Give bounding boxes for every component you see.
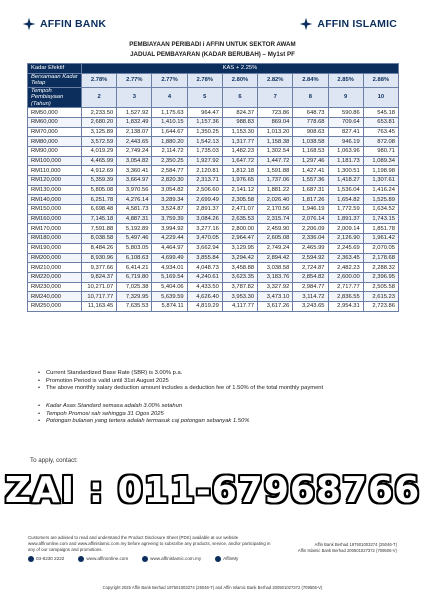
monthly-payment-cell: 1,307.61 [363, 176, 398, 186]
table-row [28, 185, 399, 195]
monthly-payment-cell: 6,108.63 [117, 253, 152, 263]
monthly-payment-cell: 827.41 [328, 127, 363, 137]
monthly-payment-cell: 1,644.67 [152, 127, 187, 137]
monthly-payment-cell: 3,054.82 [117, 156, 152, 166]
financing-amount-cell: RM180,000 [28, 234, 82, 244]
monthly-payment-cell: 6,719.80 [117, 272, 152, 282]
monthly-payment-cell: 2,443.65 [117, 137, 152, 147]
monthly-payment-cell: 908.63 [293, 127, 328, 137]
registration-line-2: Affin Islamic Bank Berhad 200501027372 (709506-V) [297, 548, 397, 553]
social-icon [215, 556, 221, 562]
document-title [0, 40, 425, 59]
financing-amount-cell: RM210,000 [28, 263, 82, 273]
financing-amount-cell: RM70,000 [28, 127, 82, 137]
table-row [28, 166, 399, 176]
apply-label: To apply, contact: [30, 457, 78, 464]
table-row [28, 156, 399, 166]
monthly-payment-cell: 2,749.24 [258, 243, 293, 253]
monthly-payment-cell: 1,880.20 [152, 137, 187, 147]
monthly-payment-cell: 2,465.99 [293, 243, 328, 253]
monthly-payment-cell: 4,240.61 [187, 272, 222, 282]
financing-amount-cell: RM100,000 [28, 156, 82, 166]
monthly-payment-cell: 4,048.73 [187, 263, 222, 273]
monthly-payment-cell: 2,363.45 [328, 253, 363, 263]
monthly-payment-cell: 6,251.78 [82, 195, 117, 205]
note-item: • Current Standardized Base Rate (SBR) is 3.00% p.a. [38, 370, 323, 378]
monthly-payment-cell: 1,013.20 [258, 127, 293, 137]
monthly-payment-cell: 4,464.97 [152, 243, 187, 253]
note-item: • The above monthly salary deduction amount includes a deduction fee of 1.50% of the total monthly payment [38, 385, 323, 393]
affin-islamic-logo [299, 17, 397, 31]
title-line-1: PEMBIAYAAN PERIBADI i AFFIN UNTUK SEKTOR AWAM [129, 41, 296, 48]
monthly-payment-cell: 1,063.96 [328, 146, 363, 156]
table-row [28, 137, 399, 147]
notes-malay [38, 403, 249, 426]
footer-social[interactable] [215, 556, 238, 562]
monthly-payment-cell: 7,145.18 [82, 214, 117, 224]
globe-icon [78, 556, 84, 562]
footer-web-2[interactable] [142, 556, 201, 562]
affin-bank-logo-text: AFFIN BANK [40, 18, 107, 30]
monthly-payment-cell: 3,572.59 [82, 137, 117, 147]
monthly-payment-cell: 824.37 [222, 108, 257, 118]
rate-cell: 2.84% [293, 73, 328, 87]
table-row [28, 253, 399, 263]
note-item: • Potongan bulanan yang tertera adalah termasuk caj potongan sebanyak 1.50% [38, 418, 249, 426]
footer-social-text: AffinMy [223, 556, 239, 562]
monthly-payment-cell: 1,157.36 [187, 117, 222, 127]
monthly-payment-cell: 1,427.41 [293, 166, 328, 176]
header-tenure-label: Tempoh Pembiayaan (Tahun) [28, 87, 82, 108]
footer-phone-text: 03-8230 2222 [36, 556, 65, 562]
monthly-payment-cell: 1,881.22 [258, 185, 293, 195]
monthly-payment-cell: 3,458.88 [222, 263, 257, 273]
disclaimer-text: Customers are advised to read and understand the Product Disclosure Sheet (PDS) available at our website www.affinonline.com and www.affinislamic.com.my before agreeing to subscribe any products, service, and/or participating in any of our campaigns and promotions. [28, 535, 271, 552]
monthly-payment-cell: 3,662.94 [187, 243, 222, 253]
financing-amount-cell: RM110,000 [28, 166, 82, 176]
monthly-payment-cell: 3,327.92 [258, 282, 293, 292]
monthly-payment-cell: 2,854.82 [293, 272, 328, 282]
monthly-payment-cell: 5,874.11 [152, 301, 187, 311]
rate-cell: 2.88% [363, 73, 398, 87]
financing-amount-cell: RM80,000 [28, 137, 82, 147]
monthly-payment-cell: 3,114.72 [293, 292, 328, 302]
monthly-payment-cell: 1,654.82 [328, 195, 363, 205]
monthly-payment-cell: 4,117.77 [222, 301, 257, 311]
monthly-payment-cell: 1,038.58 [293, 137, 328, 147]
monthly-payment-cell: 3,038.58 [258, 263, 293, 273]
monthly-payment-cell: 2,138.07 [117, 127, 152, 137]
monthly-payment-cell: 2,836.55 [328, 292, 363, 302]
monthly-payment-cell: 5,805.08 [82, 185, 117, 195]
phone-icon [28, 556, 34, 562]
table-row [28, 205, 399, 215]
monthly-payment-cell: 3,759.39 [152, 214, 187, 224]
monthly-payment-cell: 1,961.42 [363, 234, 398, 244]
monthly-payment-cell: 2,009.14 [328, 224, 363, 234]
monthly-payment-cell: 2,584.77 [152, 166, 187, 176]
monthly-payment-cell: 7,025.38 [117, 282, 152, 292]
footer-contacts [28, 556, 238, 562]
footer-web-1-text: www.affinonline.com [86, 556, 129, 562]
monthly-payment-cell: 2,120.81 [187, 166, 222, 176]
monthly-payment-cell: 2,026.40 [258, 195, 293, 205]
financing-amount-cell: RM130,000 [28, 185, 82, 195]
registration-line-1: Affin Bank Berhad 197501003274 (25046-T) [314, 542, 397, 547]
monthly-payment-cell: 1,536.04 [328, 185, 363, 195]
monthly-payment-cell: 1,198.98 [363, 166, 398, 176]
monthly-payment-cell: 1,737.06 [258, 176, 293, 186]
note-item: • Kadar Asas Standard semasa adalah 3.00% setahun [38, 403, 249, 411]
monthly-payment-cell: 763.45 [363, 127, 398, 137]
monthly-payment-cell: 590.86 [328, 108, 363, 118]
monthly-payment-cell: 869.04 [258, 117, 293, 127]
monthly-payment-cell: 2,482.23 [328, 263, 363, 273]
table-row [28, 263, 399, 273]
payment-schedule-table [27, 63, 399, 312]
contact-number: ZAI : 011-67968766 [4, 470, 421, 511]
note-item: • Promotion Period is valid until 31st August 2025 [38, 378, 323, 386]
monthly-payment-cell: 4,934.01 [152, 263, 187, 273]
monthly-payment-cell: 4,581.73 [117, 205, 152, 215]
monthly-payment-cell: 3,183.76 [258, 272, 293, 282]
header-fixed-rate-label: Bersamaan Kadar Tetap [28, 73, 82, 87]
monthly-payment-cell: 3,524.87 [152, 205, 187, 215]
monthly-payment-cell: 1,418.27 [328, 176, 363, 186]
monthly-payment-cell: 980.71 [363, 146, 398, 156]
table-row [28, 117, 399, 127]
monthly-payment-cell: 5,404.06 [152, 282, 187, 292]
monthly-payment-cell: 4,229.44 [152, 234, 187, 244]
monthly-payment-cell: 1,634.52 [363, 205, 398, 215]
monthly-payment-cell: 2,114.72 [152, 146, 187, 156]
monthly-payment-cell: 2,594.92 [293, 253, 328, 263]
title-line-2: JADUAL PEMBAYARAN (KADAR BERUBAH) – My1st PF [130, 50, 295, 58]
monthly-payment-cell: 946.19 [328, 137, 363, 147]
monthly-payment-cell: 964.47 [187, 108, 222, 118]
monthly-payment-cell: 1,946.19 [293, 205, 328, 215]
affin-star-icon [299, 17, 313, 31]
financing-amount-cell: RM190,000 [28, 243, 82, 253]
monthly-payment-cell: 709.64 [328, 117, 363, 127]
registration-info [277, 542, 397, 554]
monthly-payment-cell: 1,181.73 [328, 156, 363, 166]
financing-amount-cell: RM50,000 [28, 108, 82, 118]
monthly-payment-cell: 3,855.84 [187, 253, 222, 263]
monthly-payment-cell: 1,317.77 [222, 137, 257, 147]
monthly-payment-cell: 2,724.87 [293, 263, 328, 273]
table-row [28, 108, 399, 118]
monthly-payment-cell: 10,717.77 [82, 292, 117, 302]
monthly-payment-cell: 648.73 [293, 108, 328, 118]
monthly-payment-cell: 1,812.18 [222, 166, 257, 176]
monthly-payment-cell: 5,192.89 [117, 224, 152, 234]
monthly-payment-cell: 1,891.37 [328, 214, 363, 224]
financing-amount-cell: RM170,000 [28, 224, 82, 234]
monthly-payment-cell: 6,698.48 [82, 205, 117, 215]
monthly-payment-cell: 2,717.77 [328, 282, 363, 292]
monthly-payment-cell: 7,635.53 [117, 301, 152, 311]
monthly-payment-cell: 872.08 [363, 137, 398, 147]
tenure-cell: 3 [117, 87, 152, 108]
monthly-payment-cell: 1,687.31 [293, 185, 328, 195]
monthly-payment-cell: 3,125.89 [82, 127, 117, 137]
monthly-payment-cell: 1,542.13 [187, 137, 222, 147]
monthly-payment-cell: 1,153.30 [222, 127, 257, 137]
table-row [28, 195, 399, 205]
monthly-payment-cell: 1,817.26 [293, 195, 328, 205]
monthly-payment-cell: 2,178.68 [363, 253, 398, 263]
table-row [28, 127, 399, 137]
monthly-payment-cell: 1,300.51 [328, 166, 363, 176]
monthly-payment-cell: 2,126.90 [328, 234, 363, 244]
monthly-payment-cell: 3,084.26 [187, 214, 222, 224]
monthly-payment-cell: 3,953.30 [222, 292, 257, 302]
table-row [28, 176, 399, 186]
monthly-payment-cell: 1,832.49 [117, 117, 152, 127]
monthly-payment-cell: 2,680.20 [82, 117, 117, 127]
monthly-payment-cell: 10,271.07 [82, 282, 117, 292]
monthly-payment-cell: 2,820.30 [152, 176, 187, 186]
monthly-payment-cell: 3,787.82 [222, 282, 257, 292]
copyright-text: Copyright 2025 Affin Bank Berhad 197501003274 (25046-T) and Affin Islamic Bank Berhad 200501027372 (709506-V) [102, 585, 323, 590]
header-effective-rate-value: KAS + 2.25% [82, 64, 399, 74]
monthly-payment-cell: 3,294.42 [222, 253, 257, 263]
monthly-payment-cell: 5,359.39 [82, 176, 117, 186]
tenure-cell: 2 [82, 87, 117, 108]
header-effective-rate-label: Kadar Efektif [28, 64, 82, 74]
monthly-payment-cell: 1,851.78 [363, 224, 398, 234]
monthly-payment-cell: 3,994.92 [152, 224, 187, 234]
financing-amount-cell: RM250,000 [28, 301, 82, 311]
monthly-payment-cell: 9,824.37 [82, 272, 117, 282]
monthly-payment-cell: 2,506.60 [187, 185, 222, 195]
monthly-payment-cell: 1,735.03 [187, 146, 222, 156]
monthly-payment-cell: 1,557.36 [293, 176, 328, 186]
financing-amount-cell: RM60,000 [28, 117, 82, 127]
tenure-cell: 10 [363, 87, 398, 108]
monthly-payment-cell: 2,891.37 [187, 205, 222, 215]
table-row [28, 224, 399, 234]
monthly-payment-cell: 2,605.08 [258, 234, 293, 244]
monthly-payment-cell: 4,626.40 [187, 292, 222, 302]
monthly-payment-cell: 2,315.74 [258, 214, 293, 224]
affin-bank-logo [22, 17, 106, 31]
monthly-payment-cell: 1,297.46 [293, 156, 328, 166]
table-row [28, 292, 399, 302]
rate-cell: 2.77% [117, 73, 152, 87]
monthly-payment-cell: 1,525.89 [363, 195, 398, 205]
monthly-payment-cell: 7,591.88 [82, 224, 117, 234]
monthly-payment-cell: 8,484.26 [82, 243, 117, 253]
monthly-payment-cell: 2,894.42 [258, 253, 293, 263]
monthly-payment-cell: 2,699.49 [187, 195, 222, 205]
monthly-payment-cell: 1,350.25 [187, 127, 222, 137]
monthly-payment-cell: 9,377.66 [82, 263, 117, 273]
rate-cell: 2.85% [328, 73, 363, 87]
table-row [28, 243, 399, 253]
monthly-payment-cell: 3,243.65 [293, 301, 328, 311]
monthly-payment-cell: 2,800.00 [222, 224, 257, 234]
monthly-payment-cell: 545.18 [363, 108, 398, 118]
monthly-payment-cell: 1,447.72 [258, 156, 293, 166]
monthly-payment-cell: 2,600.00 [328, 272, 363, 282]
monthly-payment-cell: 1,482.23 [222, 146, 257, 156]
monthly-payment-cell: 4,912.69 [82, 166, 117, 176]
rate-cell: 2.82% [258, 73, 293, 87]
tenure-cell: 5 [187, 87, 222, 108]
monthly-payment-cell: 4,276.14 [117, 195, 152, 205]
monthly-payment-cell: 8,930.96 [82, 253, 117, 263]
monthly-payment-cell: 1,416.24 [363, 185, 398, 195]
monthly-payment-cell: 2,954.31 [328, 301, 363, 311]
table-row [28, 214, 399, 224]
monthly-payment-cell: 2,471.07 [222, 205, 257, 215]
monthly-payment-cell: 1,527.92 [117, 108, 152, 118]
financing-amount-cell: RM140,000 [28, 195, 82, 205]
table-row [28, 146, 399, 156]
monthly-payment-cell: 723.86 [258, 108, 293, 118]
monthly-payment-cell: 2,288.32 [363, 263, 398, 273]
monthly-payment-cell: 3,617.26 [258, 301, 293, 311]
table-row [28, 272, 399, 282]
monthly-payment-cell: 8,038.58 [82, 234, 117, 244]
monthly-payment-cell: 988.83 [222, 117, 257, 127]
monthly-payment-cell: 1,647.72 [222, 156, 257, 166]
monthly-payment-cell: 2,070.05 [363, 243, 398, 253]
monthly-payment-cell: 1,302.54 [258, 146, 293, 156]
monthly-payment-cell: 2,076.14 [293, 214, 328, 224]
affin-star-icon [22, 17, 36, 31]
monthly-payment-cell: 1,743.15 [363, 214, 398, 224]
monthly-payment-cell: 2,459.90 [258, 224, 293, 234]
monthly-payment-cell: 5,497.46 [117, 234, 152, 244]
financing-amount-cell: RM230,000 [28, 282, 82, 292]
tenure-cell: 6 [222, 87, 257, 108]
footer-phone[interactable] [28, 556, 64, 562]
financing-amount-cell: RM220,000 [28, 272, 82, 282]
monthly-payment-cell: 4,433.50 [187, 282, 222, 292]
monthly-payment-cell: 5,169.54 [152, 272, 187, 282]
monthly-payment-cell: 1,591.88 [258, 166, 293, 176]
rate-cell: 2.80% [222, 73, 257, 87]
monthly-payment-cell: 4,019.29 [82, 146, 117, 156]
globe-icon [142, 556, 148, 562]
monthly-payment-cell: 2,615.23 [363, 292, 398, 302]
monthly-payment-cell: 2,723.86 [363, 301, 398, 311]
rate-cell: 2.78% [187, 73, 222, 87]
notes-english [38, 370, 323, 393]
monthly-payment-cell: 2,305.58 [222, 195, 257, 205]
monthly-payment-cell: 1,175.63 [152, 108, 187, 118]
affin-islamic-logo-text: AFFIN ISLAMIC [317, 18, 397, 30]
tenure-cell: 8 [293, 87, 328, 108]
table-row [28, 234, 399, 244]
monthly-payment-cell: 1,168.53 [293, 146, 328, 156]
monthly-payment-cell: 2,141.12 [222, 185, 257, 195]
monthly-payment-cell: 3,129.95 [222, 243, 257, 253]
monthly-payment-cell: 653.81 [363, 117, 398, 127]
monthly-payment-cell: 3,970.56 [117, 185, 152, 195]
tenure-cell: 9 [328, 87, 363, 108]
monthly-payment-cell: 2,170.56 [258, 205, 293, 215]
monthly-payment-cell: 1,089.34 [363, 156, 398, 166]
monthly-payment-cell: 3,623.35 [222, 272, 257, 282]
monthly-payment-cell: 3,473.10 [258, 292, 293, 302]
monthly-payment-cell: 1,927.92 [187, 156, 222, 166]
monthly-payment-cell: 1,410.15 [152, 117, 187, 127]
monthly-payment-cell: 3,054.82 [152, 185, 187, 195]
monthly-payment-cell: 2,749.24 [117, 146, 152, 156]
financing-amount-cell: RM90,000 [28, 146, 82, 156]
monthly-payment-cell: 4,699.49 [152, 253, 187, 263]
monthly-payment-cell: 4,819.29 [187, 301, 222, 311]
monthly-payment-cell: 6,414.21 [117, 263, 152, 273]
monthly-payment-cell: 3,470.05 [187, 234, 222, 244]
monthly-payment-cell: 2,505.58 [363, 282, 398, 292]
financing-amount-cell: RM240,000 [28, 292, 82, 302]
monthly-payment-cell: 3,664.97 [117, 176, 152, 186]
monthly-payment-cell: 4,887.31 [117, 214, 152, 224]
monthly-payment-cell: 3,360.41 [117, 166, 152, 176]
note-item: • Tempoh Promosi sah sehingga 31 Ogos 2025 [38, 411, 249, 419]
rate-cell: 2.77% [152, 73, 187, 87]
financing-amount-cell: RM200,000 [28, 253, 82, 263]
monthly-payment-cell: 2,336.04 [293, 234, 328, 244]
monthly-payment-cell: 2,396.95 [363, 272, 398, 282]
monthly-payment-cell: 2,206.09 [293, 224, 328, 234]
monthly-payment-cell: 2,313.71 [187, 176, 222, 186]
monthly-payment-cell: 1,158.38 [258, 137, 293, 147]
footer-web-2-text: www.affinislamic.com.my [150, 556, 202, 562]
monthly-payment-cell: 5,803.05 [117, 243, 152, 253]
monthly-payment-cell: 2,984.77 [293, 282, 328, 292]
monthly-payment-cell: 2,635.53 [222, 214, 257, 224]
table-row [28, 301, 399, 311]
monthly-payment-cell: 778.68 [293, 117, 328, 127]
monthly-payment-cell: 3,277.16 [187, 224, 222, 234]
monthly-payment-cell: 2,964.47 [222, 234, 257, 244]
monthly-payment-cell: 2,350.25 [152, 156, 187, 166]
tenure-cell: 7 [258, 87, 293, 108]
financing-amount-cell: RM150,000 [28, 205, 82, 215]
financing-amount-cell: RM160,000 [28, 214, 82, 224]
monthly-payment-cell: 7,329.95 [117, 292, 152, 302]
footer-web-1[interactable] [78, 556, 128, 562]
financing-amount-cell: RM120,000 [28, 176, 82, 186]
table-row [28, 282, 399, 292]
rate-cell: 2.78% [82, 73, 117, 87]
tenure-cell: 4 [152, 87, 187, 108]
monthly-payment-cell: 1,976.65 [222, 176, 257, 186]
monthly-payment-cell: 3,289.34 [152, 195, 187, 205]
monthly-payment-cell: 11,163.45 [82, 301, 117, 311]
monthly-payment-cell: 1,772.59 [328, 205, 363, 215]
monthly-payment-cell: 2,245.69 [328, 243, 363, 253]
monthly-payment-cell: 5,639.59 [152, 292, 187, 302]
monthly-payment-cell: 2,233.50 [82, 108, 117, 118]
monthly-payment-cell: 4,465.99 [82, 156, 117, 166]
